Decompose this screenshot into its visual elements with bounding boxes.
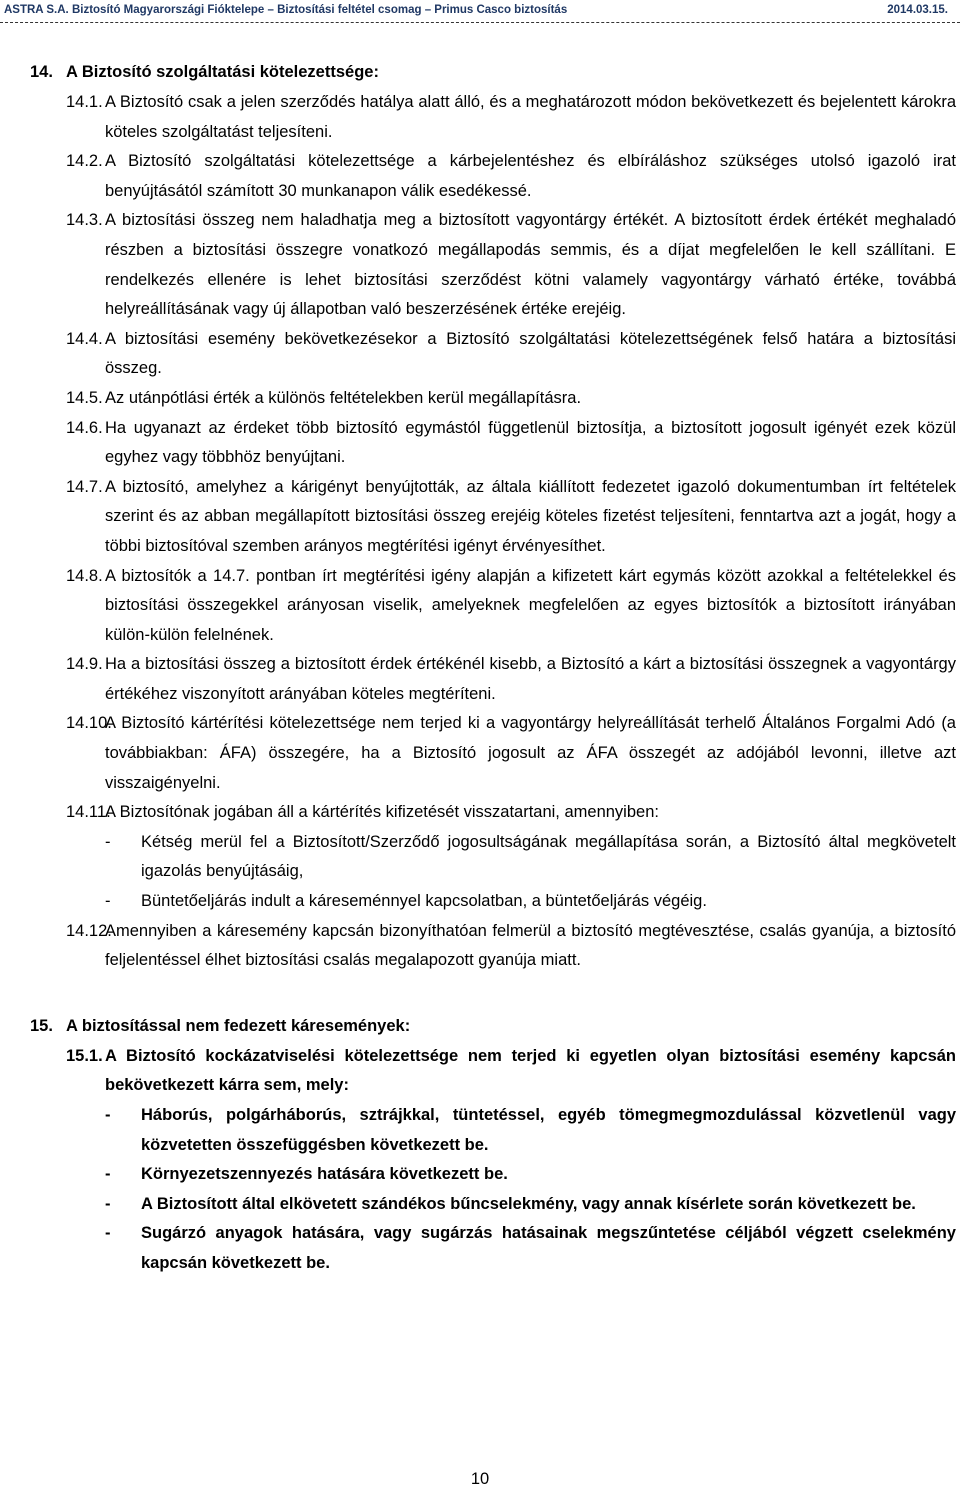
clause-number: 14.1. xyxy=(66,93,103,111)
clause-14-12 xyxy=(0,917,960,976)
bullet-text: Környezetszennyezés hatására következett be. xyxy=(141,1165,508,1184)
clause-number: 14.6. xyxy=(66,418,103,437)
clause-number: 14.12. xyxy=(66,921,112,940)
clause-14-1 xyxy=(0,88,960,147)
bullet-text: Sugárzó anyagok hatására, vagy sugárzás hatásainak megszűntetése céljából végzett cselekmény kapcsán következett be. xyxy=(141,1224,956,1272)
clause-text: A biztosítási összeg nem haladhatja meg a biztosított vagyontárgy értékét. A biztosított érdek értékét meghaladó részben a biztosítási összegre vonatkozó megállapodás semmis, és a díjat megfelelően le kell szállítani. E rendelkezés ellenére is lehet biztosítási szerződést kötni valamely vagyontárgy várható értéke, továbbá helyreállításának vagy új állapotban való beszerzésének értéke erejéig. xyxy=(105,211,956,319)
bullet-item xyxy=(0,1219,960,1278)
section-title: A Biztosító szolgáltatási kötelezettsége: xyxy=(66,63,379,81)
section-number: 14. xyxy=(30,63,53,81)
clause-text: Ha a biztosítási összeg a biztosított érdek értékénél kisebb, a Biztosító a kárt a biztosítási összegnek a vagyontárgy értékéhez viszonyított arányában köteles megtéríteni. xyxy=(105,655,956,703)
section-14-heading xyxy=(0,58,960,88)
bullet-dash: - xyxy=(105,892,111,911)
bullet-text: Háborús, polgárháborús, sztrájkkal, tüntetéssel, egyéb tömegmegmozdulással közvetlenül vagy közvetetten összefüggésben következett be. xyxy=(141,1106,956,1154)
clause-14-6 xyxy=(0,414,960,473)
document-body xyxy=(0,58,960,1279)
clause-text: A Biztosító csak a jelen szerződés hatálya alatt álló, és a meghatározott módon bekövetkezett és bejelentett károkra köteles szolgáltatást teljesíteni. xyxy=(105,93,956,141)
header-divider xyxy=(0,22,960,23)
bullet-item xyxy=(0,1101,960,1160)
clause-15-1 xyxy=(0,1042,960,1101)
clause-text: A biztosítási esemény bekövetkezésekor a Biztosító szolgáltatási kötelezettségének felső határa a biztosítási összeg. xyxy=(105,329,956,378)
bullet-text: Büntetőeljárás indult a káreseménnyel kapcsolatban, a büntetőeljárás végéig. xyxy=(141,892,707,911)
clause-text: A Biztosító szolgáltatási kötelezettsége a kárbejelentéshez és elbíráláshoz szükséges utolsó igazoló irat benyújtásától számított 30 munkanapon válik esedékessé. xyxy=(105,152,956,200)
clause-text: A biztosítók a 14.7. pontban írt megtérítési igény alapján a kifizetett kárt egymás között azokkal a feltételekkel és biztosítási összegekkel arányosan viselik, amelyeknek megfelelően az egyes biztosítók a biztosított irányában külön-külön felelnének. xyxy=(105,566,956,644)
clause-number: 14.5. xyxy=(66,388,103,407)
clause-14-3 xyxy=(0,206,960,324)
clause-text: Amennyiben a káresemény kapcsán bizonyíthatóan felmerül a biztosító megtévesztése, csalás gyanúja, a biztosító feljelentéssel élhet biztosítási csalás megalapozott gyanúja miatt. xyxy=(105,921,956,970)
bullet-item xyxy=(0,1190,960,1220)
clause-14-4 xyxy=(0,325,960,384)
header-date: 2014.03.15. xyxy=(887,4,948,16)
clause-14-10 xyxy=(0,709,960,798)
clause-number: 15.1. xyxy=(66,1046,103,1065)
section-number: 15. xyxy=(30,1016,53,1035)
clause-14-9 xyxy=(0,650,960,709)
bullet-dash: - xyxy=(105,1165,111,1184)
clause-number: 14.4. xyxy=(66,329,103,348)
page-header xyxy=(0,0,960,26)
section-15-heading xyxy=(0,1012,960,1042)
bullet-dash: - xyxy=(105,832,111,851)
bullet-item xyxy=(0,828,960,887)
clause-text: Ha ugyanazt az érdeket több biztosító egymástól függetlenül biztosítja, a biztosított jogosult igényét ezek közül egyhez vagy többhöz benyújtani. xyxy=(105,418,956,467)
bullet-dash: - xyxy=(105,1106,111,1124)
clause-14-2 xyxy=(0,147,960,206)
bullet-item xyxy=(0,1160,960,1190)
clause-number: 14.10. xyxy=(66,714,112,733)
clause-number: 14.7. xyxy=(66,477,103,496)
bullet-text: A Biztosított által elkövetett szándékos bűncselekmény, vagy annak kísérlete során következett be. xyxy=(141,1194,916,1213)
clause-text: A Biztosító kártérítési kötelezettsége nem terjed ki a vagyontárgy helyreállítását terhelő Általános Forgalmi Adó (a továbbiakban: ÁFA) összegére, ha a Biztosító jogosult az ÁFA összegét az adójából levonni, illetve azt visszaigényelni. xyxy=(105,714,956,792)
header-title: ASTRA S.A. Biztosító Magyarországi Fióktelepe – Biztosítási feltétel csomag – Primus Casco biztosítás xyxy=(4,4,568,16)
section-title: A biztosítással nem fedezett káresemények: xyxy=(66,1016,411,1035)
clause-number: 14.2. xyxy=(66,152,103,171)
clause-number: 14.8. xyxy=(66,566,103,585)
clause-text: A Biztosítónak jogában áll a kártérítés kifizetését visszatartani, amennyiben: xyxy=(105,803,659,822)
clause-14-7 xyxy=(0,473,960,562)
clause-text: A biztosító, amelyhez a kárigényt benyújtották, az általa kiállított fedezetet igazoló dokumentumban írt feltételek szerint és az abban megállapított biztosítási összeg erejéig köteles fizetést teljesíteni, fenntartva azt a jogát, hogy a többi biztosítóval szemben arányos megtérítési igényt érvényesíthet. xyxy=(105,477,956,555)
clause-text: A Biztosító kockázatviselési kötelezettsége nem terjed ki egyetlen olyan biztosítási esemény kapcsán bekövetkezett kárra sem, mely: xyxy=(105,1046,956,1095)
clause-14-8 xyxy=(0,562,960,651)
bullet-text: Kétség merül fel a Biztosított/Szerződő jogosultságának megállapítása során, a Biztosító által megkövetelt igazolás benyújtásáig, xyxy=(141,832,956,881)
clause-number: 14.3. xyxy=(66,211,103,230)
clause-text: Az utánpótlási érték a különös feltételekben kerül megállapításra. xyxy=(105,388,582,407)
page-number: 10 xyxy=(470,1470,490,1488)
clause-14-11 xyxy=(0,798,960,828)
clause-number: 14.11. xyxy=(66,803,111,822)
bullet-dash: - xyxy=(105,1194,111,1213)
clause-number: 14.9. xyxy=(66,655,103,674)
clause-14-5 xyxy=(0,384,960,414)
bullet-dash: - xyxy=(105,1224,111,1243)
bullet-item xyxy=(0,887,960,917)
